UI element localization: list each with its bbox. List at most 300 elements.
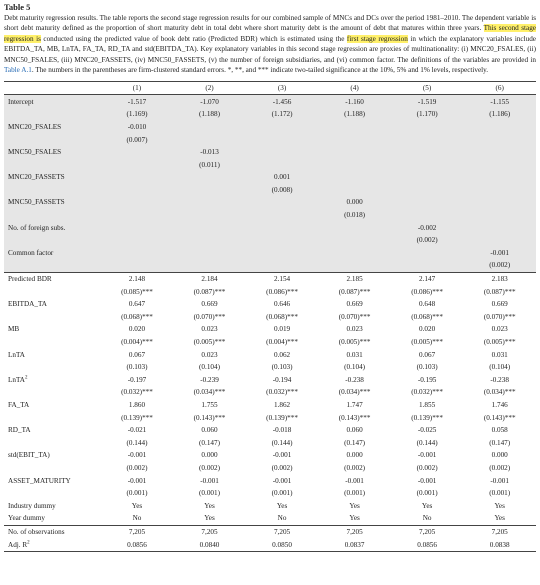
se-cell bbox=[173, 285, 246, 298]
se-cell bbox=[318, 234, 391, 247]
value-cell-text: Yes bbox=[494, 501, 505, 510]
coef-cell bbox=[391, 424, 464, 437]
coef-cell-text: -0.238 bbox=[345, 375, 364, 384]
se-cell-text: (0.143)*** bbox=[483, 413, 516, 422]
coef-cell bbox=[391, 399, 464, 412]
value-cell bbox=[173, 525, 246, 538]
coef-cell bbox=[246, 424, 319, 437]
se-row bbox=[4, 462, 536, 475]
value-cell-text: Yes bbox=[349, 501, 360, 510]
se-cell bbox=[391, 311, 464, 324]
value-cell-text: Yes bbox=[276, 501, 288, 510]
se-cell-text: (0.103) bbox=[271, 363, 293, 372]
value-cell-text: 0.0837 bbox=[344, 540, 365, 549]
caption-text-1: Debt maturity regression results. The table reports the second stage regression results for our combined sample of MNCs and DCs over the period 1981–2010. The dependent variable is short debt maturity defined as the proportion of short maturity debt in total debt where short maturity debt is the amount of debt that matures within three years. bbox=[4, 14, 536, 33]
coef-cell bbox=[101, 196, 174, 209]
coef-cell-text: 0.023 bbox=[201, 350, 218, 359]
value-cell bbox=[246, 512, 319, 525]
se-cell-text: (0.034)*** bbox=[193, 388, 226, 397]
row-label bbox=[4, 95, 101, 108]
caption-text-2: conducted using the predicted value of book debt ratio (Predicted BDR) which is estimated using the bbox=[40, 34, 347, 43]
coef-row bbox=[4, 348, 536, 361]
coef-cell bbox=[463, 374, 536, 387]
se-cell-text: (0.005)*** bbox=[483, 338, 516, 347]
coef-cell bbox=[391, 449, 464, 462]
value-cell bbox=[173, 499, 246, 512]
se-cell bbox=[463, 108, 536, 121]
coef-cell bbox=[246, 323, 319, 336]
table-title: Table 5 bbox=[4, 2, 31, 12]
coef-row bbox=[4, 146, 536, 159]
coef-cell-text: -0.001 bbox=[490, 248, 509, 257]
se-cell bbox=[246, 108, 319, 121]
value-cell-text: 0.0840 bbox=[199, 540, 220, 549]
row-label-empty bbox=[4, 184, 101, 197]
coef-cell bbox=[463, 474, 536, 487]
row-label-text: MNC20_FSALES bbox=[8, 122, 62, 131]
se-cell-text: (1.172) bbox=[271, 110, 293, 119]
se-cell bbox=[391, 436, 464, 449]
coef-row bbox=[4, 171, 536, 184]
coef-cell bbox=[246, 146, 319, 159]
se-cell bbox=[246, 462, 319, 475]
coef-row bbox=[4, 221, 536, 234]
coef-cell bbox=[318, 196, 391, 209]
se-row bbox=[4, 285, 536, 298]
coef-cell bbox=[173, 272, 246, 285]
se-cell bbox=[391, 411, 464, 424]
row-label-text: RD_TA bbox=[8, 426, 31, 435]
coef-cell bbox=[101, 95, 174, 108]
coef-cell bbox=[463, 171, 536, 184]
coef-cell-text: -0.002 bbox=[417, 223, 437, 232]
se-cell bbox=[173, 386, 246, 399]
se-cell-text: (1.188) bbox=[344, 110, 366, 119]
coef-cell bbox=[246, 474, 319, 487]
coef-cell-text: 0.001 bbox=[273, 173, 291, 182]
se-cell-text: (0.005)*** bbox=[411, 338, 443, 347]
se-cell bbox=[101, 158, 174, 171]
coef-cell bbox=[391, 323, 464, 336]
column-header-row bbox=[4, 82, 536, 95]
se-cell-text: (0.002) bbox=[344, 463, 366, 472]
coef-cell-text: 0.648 bbox=[419, 300, 436, 309]
coef-cell-text: 1.860 bbox=[128, 400, 146, 409]
value-cell-text: Yes bbox=[494, 514, 505, 523]
se-cell-text: (0.147) bbox=[344, 438, 366, 447]
coef-row bbox=[4, 272, 536, 285]
se-cell-text: (0.144) bbox=[126, 438, 148, 447]
row-label-empty bbox=[4, 487, 101, 500]
coef-row bbox=[4, 424, 536, 437]
coef-cell bbox=[391, 146, 464, 159]
se-cell-text: (0.001) bbox=[489, 489, 511, 498]
coef-cell bbox=[463, 298, 536, 311]
row-label-text: Industry dummy bbox=[8, 501, 56, 510]
coef-cell bbox=[101, 348, 174, 361]
se-cell bbox=[101, 336, 174, 349]
se-cell bbox=[391, 158, 464, 171]
row-label bbox=[4, 474, 101, 487]
value-cell-text: 0.0856 bbox=[417, 540, 437, 549]
coef-cell-text: -0.001 bbox=[345, 476, 364, 485]
se-cell bbox=[391, 386, 464, 399]
coef-cell bbox=[101, 221, 174, 234]
coef-cell-text: -0.010 bbox=[127, 122, 147, 131]
se-cell bbox=[173, 209, 246, 222]
caption-text-3: in which the explanatory variables include EBITDA_TA, MB, LnTA, FA_TA, RD_TA and std(EBITDA_TA). Key explanatory variables in this second stage regression are proxies of multinationality: (i) MNC20_FSALES, (ii) MNC50_FSALES, (iii) MNC20_FASSETS, (iv) MNC50_FASSETS, (v) the number of foreign subsidiaries, and (vi) common factor. The definitions of the variables are provided in bbox=[4, 34, 537, 64]
value-cell bbox=[318, 525, 391, 538]
coef-cell bbox=[318, 272, 391, 285]
coef-cell bbox=[246, 348, 319, 361]
se-cell bbox=[463, 133, 536, 146]
coef-cell bbox=[101, 424, 174, 437]
row-label bbox=[4, 171, 101, 184]
value-cell bbox=[318, 538, 391, 551]
coef-cell bbox=[318, 424, 391, 437]
row-label-empty bbox=[4, 386, 101, 399]
coef-cell bbox=[463, 323, 536, 336]
coef-cell-text: 0.647 bbox=[128, 300, 146, 309]
se-cell bbox=[101, 184, 174, 197]
se-cell-text: (0.104) bbox=[344, 363, 366, 372]
se-row bbox=[4, 487, 536, 500]
row-label-text: No. of observations bbox=[8, 527, 65, 536]
se-cell bbox=[173, 184, 246, 197]
row-label-text: Common factor bbox=[8, 248, 54, 257]
coef-cell-text: 2.184 bbox=[201, 275, 218, 284]
row-label bbox=[4, 146, 101, 159]
se-cell bbox=[463, 311, 536, 324]
coef-cell-text: -1.456 bbox=[272, 97, 292, 106]
se-cell bbox=[246, 487, 319, 500]
se-cell bbox=[463, 209, 536, 222]
coef-cell-text: 1.747 bbox=[346, 400, 363, 409]
coef-cell-text: -0.001 bbox=[417, 476, 437, 485]
coef-cell bbox=[173, 171, 246, 184]
se-cell bbox=[391, 133, 464, 146]
se-cell bbox=[101, 133, 174, 146]
coef-cell-text: 0.669 bbox=[491, 300, 508, 309]
se-cell-text: (1.169) bbox=[126, 110, 148, 119]
coef-cell bbox=[173, 196, 246, 209]
row-label-text: Predicted BDR bbox=[8, 275, 52, 284]
se-cell-text: (0.144) bbox=[416, 438, 438, 447]
coef-cell bbox=[101, 121, 174, 134]
column-header: (6) bbox=[463, 82, 536, 95]
row-label-text: EBITDA_TA bbox=[8, 300, 47, 309]
coef-row bbox=[4, 449, 536, 462]
coef-cell-text: -1.517 bbox=[127, 97, 147, 106]
coef-cell bbox=[463, 399, 536, 412]
coef-cell bbox=[463, 95, 536, 108]
coef-cell bbox=[318, 474, 391, 487]
value-cell bbox=[173, 538, 246, 551]
se-cell bbox=[101, 311, 174, 324]
se-cell bbox=[246, 285, 319, 298]
coef-cell bbox=[173, 424, 246, 437]
se-cell bbox=[391, 259, 464, 272]
se-cell bbox=[173, 311, 246, 324]
superscript: 2 bbox=[25, 375, 28, 381]
row-label-text: Adj. R bbox=[8, 540, 28, 549]
coef-cell-text: 0.646 bbox=[273, 300, 291, 309]
se-cell bbox=[391, 184, 464, 197]
row-label bbox=[4, 525, 101, 538]
value-cell-text: 7,205 bbox=[491, 527, 508, 536]
coef-cell bbox=[246, 171, 319, 184]
row-label-empty bbox=[4, 436, 101, 449]
value-row bbox=[4, 499, 536, 512]
coef-cell bbox=[101, 171, 174, 184]
coef-cell bbox=[173, 121, 246, 134]
se-cell-text: (0.001) bbox=[344, 489, 366, 498]
coef-cell bbox=[173, 298, 246, 311]
row-label bbox=[4, 348, 101, 361]
se-cell bbox=[246, 259, 319, 272]
coef-cell-text: 0.060 bbox=[346, 426, 363, 435]
row-label bbox=[4, 374, 101, 387]
coef-cell bbox=[173, 449, 246, 462]
se-cell bbox=[246, 336, 319, 349]
value-cell-text: No bbox=[422, 514, 432, 523]
se-cell bbox=[173, 361, 246, 374]
se-cell bbox=[318, 184, 391, 197]
value-cell bbox=[463, 512, 536, 525]
se-cell bbox=[463, 386, 536, 399]
se-cell-text: (0.068)*** bbox=[266, 312, 298, 321]
coef-cell bbox=[391, 374, 464, 387]
se-cell bbox=[391, 462, 464, 475]
row-label-text: MB bbox=[8, 325, 20, 334]
coef-row bbox=[4, 399, 536, 412]
se-cell-text: (0.143)*** bbox=[193, 413, 226, 422]
value-cell-text: 7,205 bbox=[128, 527, 146, 536]
se-cell-text: (0.147) bbox=[489, 438, 511, 447]
se-row bbox=[4, 386, 536, 399]
coef-cell-text: 1.755 bbox=[201, 400, 218, 409]
se-row bbox=[4, 311, 536, 324]
se-cell bbox=[318, 386, 391, 399]
coef-cell bbox=[318, 323, 391, 336]
coef-cell bbox=[246, 121, 319, 134]
se-cell bbox=[318, 336, 391, 349]
row-label-empty bbox=[4, 158, 101, 171]
se-cell bbox=[391, 234, 464, 247]
se-cell bbox=[173, 436, 246, 449]
coef-row bbox=[4, 474, 536, 487]
se-cell-text: (0.104) bbox=[199, 363, 220, 372]
value-cell bbox=[318, 512, 391, 525]
caption-highlight-1: This second stage regression is bbox=[4, 24, 536, 43]
se-cell bbox=[463, 436, 536, 449]
se-cell bbox=[101, 361, 174, 374]
coef-cell bbox=[463, 196, 536, 209]
row-label-text: MNC20_FASSETS bbox=[8, 173, 65, 182]
coef-cell-text: -0.001 bbox=[127, 451, 147, 460]
se-cell-text: (1.170) bbox=[416, 110, 438, 119]
se-cell-text: (0.002) bbox=[199, 463, 220, 472]
value-cell bbox=[246, 525, 319, 538]
value-cell bbox=[101, 512, 174, 525]
column-header: (5) bbox=[391, 82, 464, 95]
coef-cell-text: 0.669 bbox=[346, 300, 363, 309]
se-cell bbox=[101, 259, 174, 272]
se-cell-text: (0.085)*** bbox=[121, 287, 153, 296]
coef-cell bbox=[318, 247, 391, 260]
value-cell-text: 0.0838 bbox=[489, 540, 510, 549]
se-cell bbox=[391, 108, 464, 121]
value-cell bbox=[246, 499, 319, 512]
coef-cell-text: 0.060 bbox=[201, 426, 218, 435]
coef-cell bbox=[318, 146, 391, 159]
coef-cell bbox=[246, 449, 319, 462]
coef-cell bbox=[318, 399, 391, 412]
se-cell bbox=[318, 209, 391, 222]
se-cell bbox=[246, 158, 319, 171]
row-label-empty bbox=[4, 462, 101, 475]
coef-cell-text: 0.023 bbox=[491, 325, 508, 334]
se-cell-text: (0.034)*** bbox=[483, 388, 516, 397]
coef-row bbox=[4, 298, 536, 311]
se-cell-text: (0.104) bbox=[489, 363, 511, 372]
coef-cell bbox=[391, 298, 464, 311]
coef-cell-text: -0.239 bbox=[200, 375, 219, 384]
coef-cell bbox=[101, 298, 174, 311]
value-cell bbox=[101, 525, 174, 538]
coef-cell bbox=[101, 323, 174, 336]
coef-cell bbox=[463, 221, 536, 234]
se-cell-text: (0.139)*** bbox=[121, 413, 153, 422]
se-cell-text: (1.186) bbox=[489, 110, 511, 119]
se-cell-text: (0.032)*** bbox=[411, 388, 443, 397]
se-cell-text: (0.002) bbox=[126, 463, 148, 472]
se-cell-text: (0.068)*** bbox=[121, 312, 153, 321]
coef-cell bbox=[101, 449, 174, 462]
coef-cell-text: 2.183 bbox=[491, 275, 508, 284]
table-body bbox=[4, 95, 536, 551]
se-cell-text: (0.139)*** bbox=[266, 413, 298, 422]
se-row bbox=[4, 361, 536, 374]
se-row bbox=[4, 108, 536, 121]
se-cell bbox=[246, 361, 319, 374]
row-label-text: ASSET_MATURITY bbox=[8, 476, 71, 485]
regression-table bbox=[4, 81, 536, 551]
se-cell bbox=[318, 108, 391, 121]
coef-cell-text: -0.194 bbox=[272, 375, 292, 384]
se-cell bbox=[318, 487, 391, 500]
row-label-text: LnTA bbox=[8, 350, 25, 359]
se-cell bbox=[101, 209, 174, 222]
se-cell-text: (0.068)*** bbox=[411, 312, 443, 321]
se-cell-text: (0.143)*** bbox=[338, 413, 371, 422]
se-cell bbox=[173, 108, 246, 121]
coef-cell-text: -0.025 bbox=[417, 426, 437, 435]
table-a1-link[interactable]: Table A.1 bbox=[4, 66, 32, 75]
coef-cell bbox=[246, 196, 319, 209]
coef-cell-text: 0.000 bbox=[346, 451, 363, 460]
se-cell-text: (0.008) bbox=[271, 185, 293, 194]
row-label bbox=[4, 499, 101, 512]
se-cell-text: (0.001) bbox=[199, 489, 220, 498]
value-cell bbox=[101, 538, 174, 551]
row-label-empty bbox=[4, 133, 101, 146]
coef-cell-text: -0.001 bbox=[272, 476, 292, 485]
se-cell bbox=[463, 285, 536, 298]
se-cell-text: (0.086)*** bbox=[411, 287, 443, 296]
se-cell bbox=[391, 285, 464, 298]
column-header: (4) bbox=[318, 82, 391, 95]
value-cell-text: 7,205 bbox=[201, 527, 218, 536]
coef-cell-text: -1.160 bbox=[345, 97, 364, 106]
row-label-text: FA_TA bbox=[8, 400, 30, 409]
se-cell bbox=[463, 411, 536, 424]
coef-cell bbox=[173, 247, 246, 260]
coef-row bbox=[4, 196, 536, 209]
se-cell-text: (0.002) bbox=[416, 236, 438, 245]
coef-cell bbox=[463, 424, 536, 437]
se-cell-text: (0.002) bbox=[489, 463, 511, 472]
se-row bbox=[4, 411, 536, 424]
coef-cell bbox=[318, 449, 391, 462]
coef-cell bbox=[463, 247, 536, 260]
coef-cell-text: 2.185 bbox=[346, 275, 363, 284]
coef-cell-text: -0.001 bbox=[200, 476, 219, 485]
se-cell bbox=[318, 361, 391, 374]
coef-cell bbox=[391, 95, 464, 108]
coef-cell-text: 0.000 bbox=[491, 451, 508, 460]
coef-cell bbox=[391, 121, 464, 134]
se-cell bbox=[101, 234, 174, 247]
value-cell-text: No bbox=[277, 514, 287, 523]
coef-cell bbox=[246, 374, 319, 387]
value-cell bbox=[463, 525, 536, 538]
coef-cell bbox=[101, 374, 174, 387]
coef-cell-text: 0.019 bbox=[273, 325, 291, 334]
se-cell bbox=[173, 411, 246, 424]
coef-cell bbox=[391, 474, 464, 487]
se-cell bbox=[391, 209, 464, 222]
se-row bbox=[4, 234, 536, 247]
value-cell-text: 7,205 bbox=[346, 527, 363, 536]
se-cell bbox=[101, 462, 174, 475]
coef-cell bbox=[173, 348, 246, 361]
coef-cell bbox=[318, 121, 391, 134]
se-cell bbox=[391, 487, 464, 500]
row-label bbox=[4, 323, 101, 336]
se-cell bbox=[173, 234, 246, 247]
row-label bbox=[4, 247, 101, 260]
coef-cell-text: -1.519 bbox=[417, 97, 437, 106]
coef-cell bbox=[173, 146, 246, 159]
coef-cell-text: -0.195 bbox=[417, 375, 437, 384]
se-cell-text: (0.001) bbox=[271, 489, 293, 498]
coef-cell bbox=[391, 247, 464, 260]
row-label bbox=[4, 399, 101, 412]
se-cell-text: (1.188) bbox=[199, 110, 220, 119]
se-cell bbox=[318, 285, 391, 298]
se-cell bbox=[318, 158, 391, 171]
row-label-text: MNC50_FSALES bbox=[8, 148, 62, 157]
row-label-empty bbox=[4, 311, 101, 324]
value-cell-text: Yes bbox=[421, 501, 433, 510]
coef-cell bbox=[463, 146, 536, 159]
coef-cell-text: 0.020 bbox=[419, 325, 436, 334]
coef-cell bbox=[173, 323, 246, 336]
row-label-text: std(EBIT_TA) bbox=[8, 451, 50, 460]
value-cell-text: Yes bbox=[349, 514, 360, 523]
value-cell bbox=[391, 525, 464, 538]
